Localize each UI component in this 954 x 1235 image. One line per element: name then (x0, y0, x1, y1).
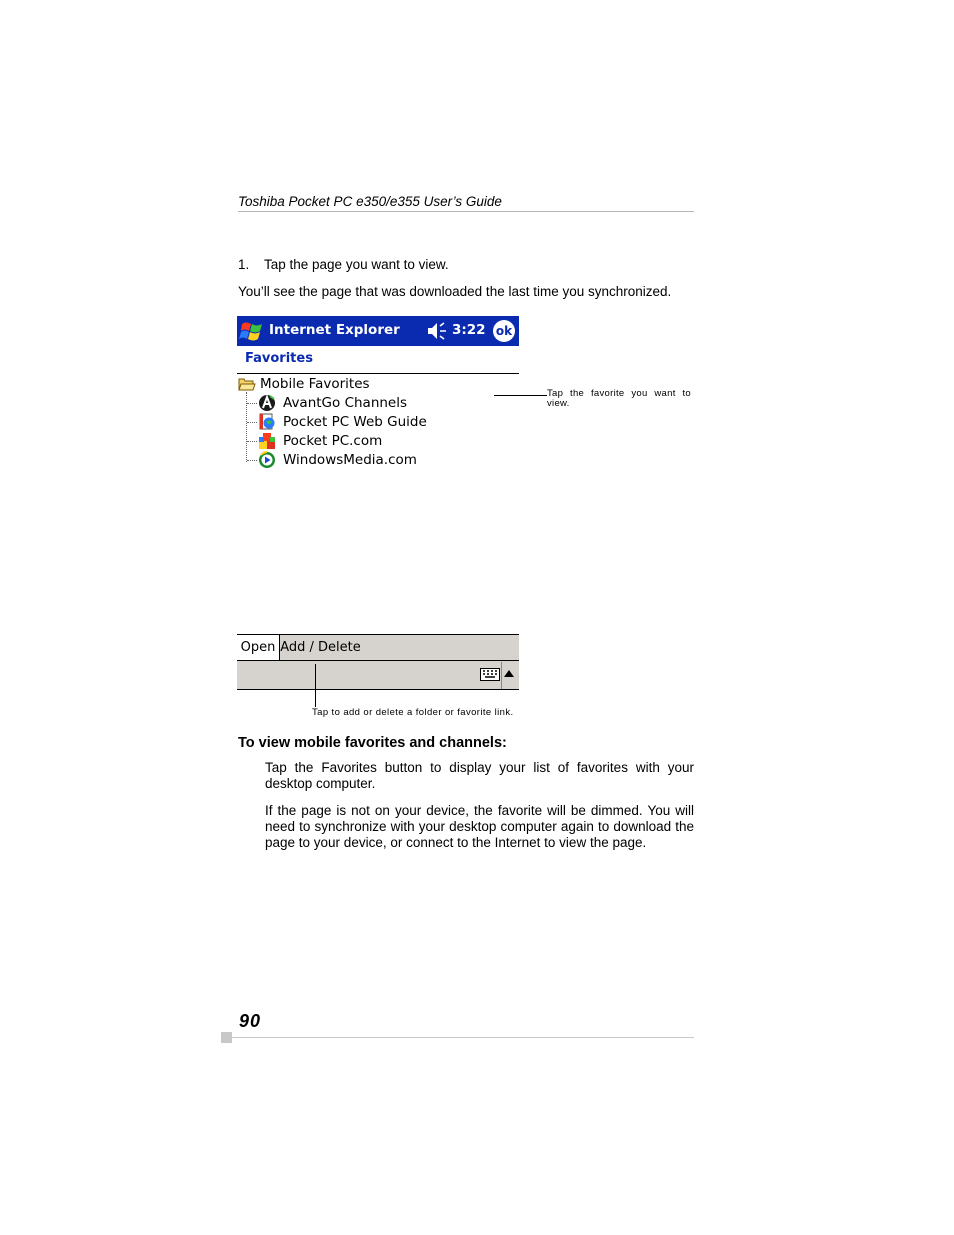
open-folder-icon (238, 377, 256, 391)
footer-marker (221, 1032, 232, 1043)
sip-separator (501, 662, 502, 689)
avantgo-icon (258, 394, 276, 412)
clock[interactable]: 3:22 (452, 322, 486, 338)
tree-branch (247, 403, 257, 404)
running-header: Toshiba Pocket PC e350/e355 User’s Guide (238, 194, 502, 209)
tree-item-avantgo-channels[interactable]: AvantGo Channels (283, 395, 408, 411)
command-bar (237, 661, 519, 690)
header-rule (238, 211, 694, 212)
page-number: 90 (239, 1011, 262, 1031)
dimmed-favorite-paragraph: If the page is not on your device, the favorite will be dimmed. You will need to synchronize with your desktop computer again to download the page to your device, or connect to the Internet to view the page. (265, 803, 694, 850)
windowsmedia-icon (258, 451, 276, 469)
intro-paragraph: You’ll see the page that was downloaded the last time you synchronized. (238, 284, 672, 299)
callout-favorite: Tap the favorite you want to view. (547, 388, 691, 409)
favorites-rule (237, 373, 519, 374)
app-title: Internet Explorer (269, 322, 400, 338)
tree-item-pocket-pc-com[interactable]: Pocket PC.com (283, 433, 383, 449)
menu-bar-fill (361, 635, 519, 660)
tree-item-windowsmedia-com[interactable]: WindowsMedia.com (283, 452, 417, 468)
pocketpc-icon (258, 432, 276, 450)
web-guide-icon (258, 413, 276, 431)
title-bar (237, 316, 519, 346)
callout-leader-favorite (494, 395, 547, 396)
tree-branch (247, 460, 257, 461)
chevron-up-icon[interactable] (504, 670, 514, 677)
windows-logo-icon[interactable] (239, 319, 265, 343)
tree-branch (247, 422, 257, 423)
step-1 (238, 257, 449, 273)
ok-button[interactable]: ok (493, 320, 515, 342)
tree-folder-mobile-favorites[interactable]: Mobile Favorites (260, 376, 370, 392)
callout-add-delete: Tap to add or delete a folder or favorite link. (312, 707, 514, 718)
footer-rule (232, 1037, 694, 1038)
callout-leader-add-delete (315, 664, 316, 707)
step-number: 1. (238, 257, 250, 272)
command-bar-bottom-rule (237, 689, 519, 690)
open-menu-button[interactable]: Open (240, 640, 276, 655)
tree-branch (247, 441, 257, 442)
section-heading: To view mobile favorites and channels: (238, 735, 507, 751)
add-delete-menu-button[interactable]: Add / Delete (279, 635, 362, 660)
keyboard-icon[interactable] (480, 666, 500, 682)
favorites-paragraph: Tap the Favorites button to display your list of favorites with your desktop computer. (265, 760, 694, 791)
tree-item-pocket-pc-web-guide[interactable]: Pocket PC Web Guide (283, 414, 427, 430)
favorites-header: Favorites (245, 351, 313, 366)
step-text: Tap the page you want to view. (264, 257, 449, 272)
speaker-icon[interactable] (427, 322, 447, 340)
